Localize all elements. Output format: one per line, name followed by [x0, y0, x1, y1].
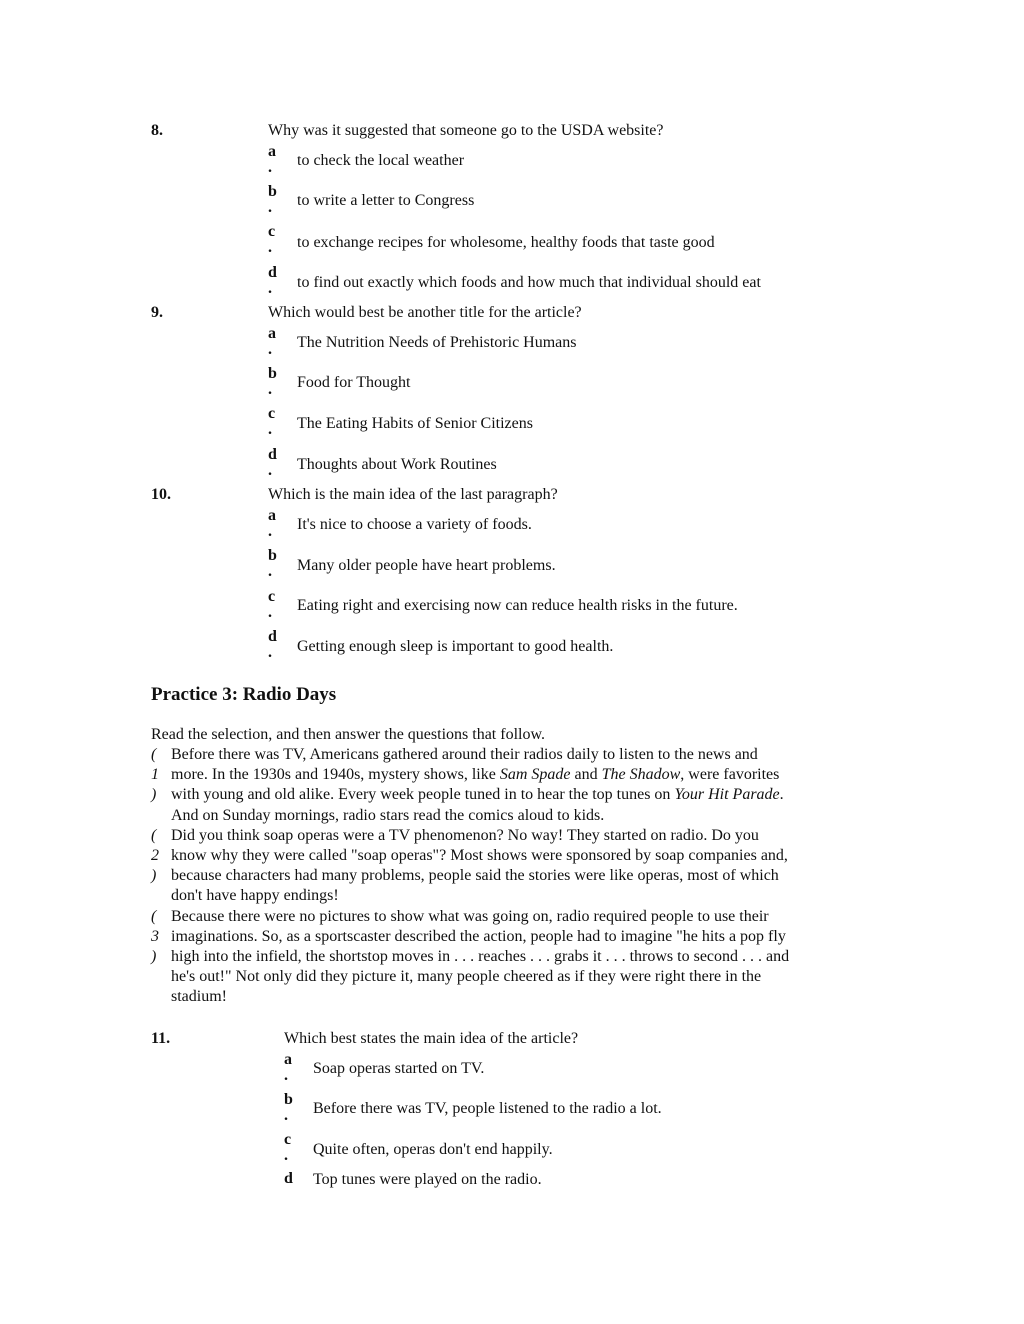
paragraph-marker: 3 [151, 927, 159, 945]
option-text: Soap operas started on TV. [313, 1060, 485, 1077]
option-letter: b . [268, 547, 277, 580]
question-text: Which is the main idea of the last paragraph? [268, 486, 558, 503]
italic-title: Sam Spade [499, 766, 571, 784]
passage-line: Did you think soap operas were a TV phenomenon? No way! They started on radio. Do you [171, 826, 759, 844]
option-text: Eating right and exercising now can reduce health risks in the future. [297, 597, 738, 614]
question-text: Why was it suggested that someone go to the USDA website? [268, 122, 664, 139]
paragraph-marker: ( [151, 907, 157, 925]
passage-line: stadium! [171, 988, 227, 1006]
paragraph-marker: ( [151, 746, 157, 763]
option-letter: d . [268, 628, 277, 661]
question-text: Which would best be another title for the article? [268, 304, 582, 321]
option-text: Thoughts about Work Routines [297, 456, 497, 473]
instructions: Read the selection, and then answer the questions that follow. [151, 726, 545, 743]
passage-line: with young and old alike. Every week people tuned in to hear the top tunes on Your Hit Parade. [171, 786, 784, 804]
passage-line: Because there were no pictures to show what was going on, radio required people to use their [171, 907, 769, 925]
option-letter: c . [284, 1131, 292, 1164]
italic-title: Your Hit Parade [674, 786, 780, 804]
option-text: It's nice to choose a variety of foods. [297, 516, 532, 533]
passage-line: imaginations. So, as a sportscaster described the action, people had to imagine "he hits a pop fly [171, 927, 786, 945]
paragraph-marker: ( [151, 826, 157, 844]
question-text: Which best states the main idea of the article? [284, 1030, 579, 1047]
option-letter: a . [268, 325, 276, 358]
passage-line: don't have happy endings! [171, 887, 339, 905]
option-text: Many older people have heart problems. [297, 557, 556, 574]
option-letter: b . [284, 1091, 293, 1124]
question-number: 8. [151, 122, 163, 139]
passage-line: because characters had many problems, people said the stories were like operas, most of which [171, 867, 779, 885]
paragraph-marker: ) [151, 786, 157, 804]
passage-line: he's out!" Not only did they picture it, many people cheered as if they were right there in the [171, 968, 762, 986]
question-number: 9. [151, 304, 163, 321]
option-text: Top tunes were played on the radio. [313, 1171, 542, 1188]
option-letter: b . [268, 365, 277, 398]
option-letter: d [284, 1170, 293, 1187]
option-letter: a . [284, 1051, 292, 1084]
option-text: Quite often, operas don't end happily. [313, 1141, 553, 1158]
italic-title: The Shadow [601, 766, 681, 784]
option-letter: c . [268, 405, 276, 438]
option-text: to find out exactly which foods and how much that individual should eat [297, 274, 761, 291]
passage-line: And on Sunday mornings, radio stars read the comics aloud to kids. [171, 806, 605, 824]
passage-line: know why they were called "soap operas"? Most shows were sponsored by soap companies and, [171, 847, 788, 864]
passage-line: Before there was TV, Americans gathered around their radios daily to listen to the news and [171, 746, 758, 763]
option-letter: d . [268, 446, 277, 479]
passage-line: more. In the 1930s and 1940s, mystery shows, like Sam Spade and The Shadow, were favorites [171, 766, 780, 784]
passage-line: high into the infield, the shortstop moves in . . . reaches . . . grabs it . . . throws to second . . . and [171, 948, 790, 965]
option-text: to check the local weather [297, 152, 465, 169]
option-text: The Eating Habits of Senior Citizens [297, 415, 533, 432]
option-text: Getting enough sleep is important to good health. [297, 638, 614, 655]
option-letter: d . [268, 264, 277, 297]
option-letter: c . [268, 223, 276, 256]
option-letter: a . [268, 143, 276, 176]
paragraph-marker: ) [151, 948, 157, 965]
paragraph-marker: 1 [151, 766, 159, 784]
question-number: 10. [151, 486, 171, 503]
option-letter: c . [268, 588, 276, 621]
question-number: 11. [151, 1030, 171, 1047]
option-text: to exchange recipes for wholesome, healthy foods that taste good [297, 234, 715, 251]
option-letter: b . [268, 183, 277, 216]
paragraph-marker: 2 [151, 847, 159, 864]
option-letter: a . [268, 507, 276, 540]
section-heading: Practice 3: Radio Days [151, 684, 337, 705]
option-text: Before there was TV, people listened to the radio a lot. [313, 1100, 662, 1117]
option-text: Food for Thought [297, 374, 411, 391]
option-text: to write a letter to Congress [297, 192, 475, 209]
paragraph-marker: ) [151, 867, 157, 885]
option-text: The Nutrition Needs of Prehistoric Humans [297, 334, 577, 351]
